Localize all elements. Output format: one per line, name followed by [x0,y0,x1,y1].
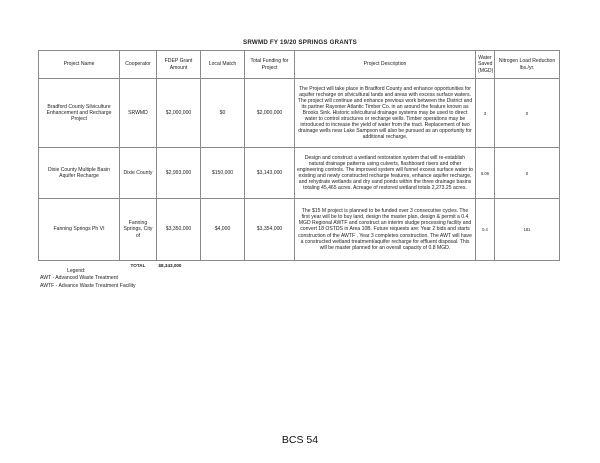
grants-table [38,50,560,271]
nitrogen-cell: 181 [495,199,560,261]
fdep-grant-cell: $2,000,000 [157,79,201,148]
table-header-row [39,51,560,79]
col-header-project-name: Project Name [39,51,120,79]
water-saved-cell: 3 [476,79,495,148]
fdep-grant-cell: $2,993,000 [157,148,201,199]
cooperator-cell: Dixie County [120,148,157,199]
project-name-cell: Fanning Springs Ph VI [39,199,120,261]
col-header-description: Project Description [295,51,476,79]
page-title: SRWMD FY 19/20 SPRINGS GRANTS [243,39,357,46]
legend-title: Legend: [67,268,86,274]
total-amount: $8,343,000 [158,263,182,269]
local-match-cell: $0 [201,79,245,148]
local-match-cell: $4,000 [201,199,245,261]
water-saved-cell: 6.06 [476,148,495,199]
total-funding-cell: $2,000,000 [245,79,295,148]
description-cell: The Project will take place in Bradford County and enhance opportunities for aquifer recharge on silvicultural lands and areas with excess surface waters. The project will continue and enhance previous work between the District and its partner Rayonier Atlantic Timber Co. in an around the feature known as Brooks Sink. Historic silvicultural drainage systems may be used to direct water to control structures or recharge wells. Timber operations may be introduced to increase the yield of water from the tract. Replacement of two drainage wells near Lake Sampson will also be pursued as an opportunity for additional recharge. [295,79,476,148]
col-header-local-match: Local Match [201,51,245,79]
description-cell: Design and construct a wetland restoration system that will re-establish natural drainage patterns using culverts, flashboard risers and other engineering controls. The improved system will funnel excess surface water to existing and newly constructed recharge features, enhance aquifer recharge, and rehydrate wetlands and dry sand ponds within the three drainage basins totaling 45,465 acres. Acreage of restored wetland totals 2,273.25 acres. [295,148,476,199]
legend [40,268,136,290]
nitrogen-cell: 0 [495,79,560,148]
col-header-cooperator: Cooperator [120,51,157,79]
project-name-cell: Bradford County Silviculture Enhancement and Recharge Project [39,79,120,148]
page-footer: BCS 54 [281,434,319,446]
fdep-grant-cell: $3,350,000 [157,199,201,261]
table-row [39,79,560,148]
description-cell: The $15 M project is planned to be funded over 3 consecutive cycles. The first year will be to buy land, design the master plan, design & permit a 0.4 MGD Regional AWTF and construct an interim sludge processing facility and convert 18 OSTDS in Area 10B. Future requests are: Year 2 bids and starts construction of the AWTF . Year 3 completes construction. The AWT will have a constructed wetland treatment/aquifer recharge for effluent disposal. This will be master planned for an overall capacity of 0.8 MGD. [295,199,476,261]
col-header-water-saved: Water Saved (MGD) [476,51,495,79]
cooperator-cell: Fanning Springs, City of [120,199,157,261]
col-header-fdep-grant: FDEP Grant Amount [157,51,201,79]
cooperator-cell: SRWMD [120,79,157,148]
total-funding-cell: $3,143,000 [245,148,295,199]
legend-item: AWT - Advanced Waste Treatment [40,275,118,282]
table-row [39,199,560,261]
table-row [39,148,560,199]
legend-item: AWTF - Advance Waste Treatment Facility [40,282,136,289]
project-name-cell: Dixie County Multiple Basin Aquifer Recharge [39,148,120,199]
total-funding-cell: $3,354,000 [245,199,295,261]
col-header-total-funding: Total Funding for Project [245,51,295,79]
col-header-nitrogen: Nitrogen Load Reduction lbs./yr. [495,51,560,79]
total-label: TOTAL [130,263,146,269]
nitrogen-cell: 0 [495,148,560,199]
water-saved-cell: 0.4 [476,199,495,261]
local-match-cell: $150,000 [201,148,245,199]
